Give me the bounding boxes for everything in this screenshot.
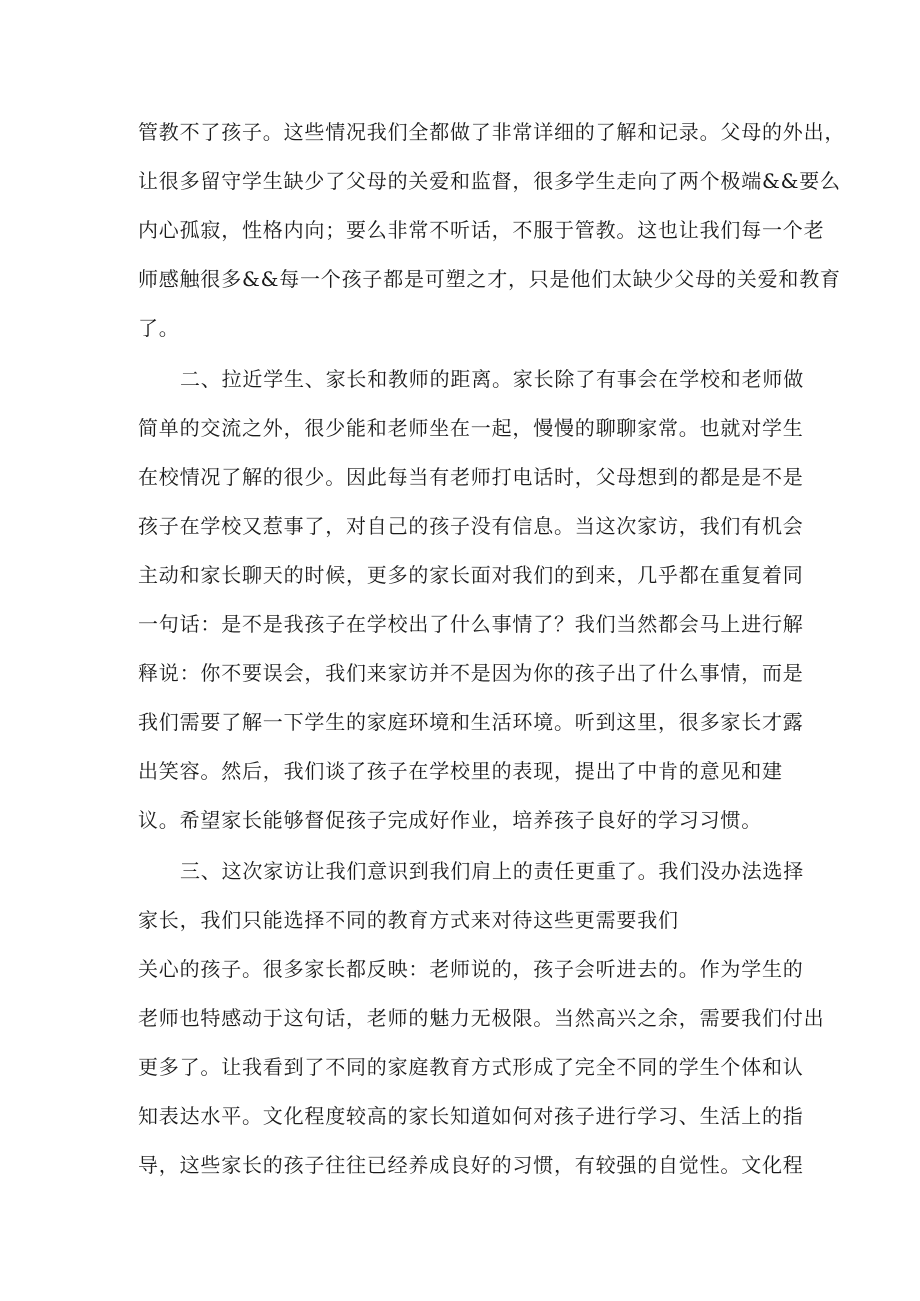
text-line-content: 知表达水平。文化程度较高的家长知道如何对孩子进行学习、生活上的指	[138, 1104, 804, 1128]
text-line-content: 三、这次家访让我们意识到我们肩上的责任更重了。我们没办法选择	[180, 859, 804, 883]
text-line	[0, 1050, 920, 1084]
text-line-content: 议。希望家长能够督促孩子完成好作业，培养孩子良好的学习习惯。	[138, 808, 762, 832]
text-line-content: 主动和家长聊天的时候，更多的家长面对我们的到来，几乎都在重复着同	[138, 563, 804, 587]
text-line-content: 我们需要了解一下学生的家庭环境和生活环境。听到这里，很多家长才露	[138, 710, 804, 734]
text-line	[0, 1001, 920, 1035]
text-line-content: 孩子在学校又惹事了，对自己的孩子没有信息。当这次家访，我们有机会	[138, 514, 804, 538]
text-line	[0, 411, 920, 445]
text-line	[0, 952, 920, 986]
text-line-content: 了。	[138, 316, 180, 340]
text-line	[0, 509, 920, 543]
text-line-content: 在校情况了解的很少。因此每当有老师打电话时，父母想到的都是是不是	[138, 465, 804, 489]
text-line	[0, 1099, 920, 1133]
text-line	[0, 656, 920, 690]
text-line	[0, 1148, 920, 1182]
text-line	[0, 213, 920, 247]
text-line	[0, 607, 920, 641]
text-line-content: 更多了。让我看到了不同的家庭教育方式形成了完全不同的学生个体和认	[138, 1055, 804, 1079]
text-line-content: 内心孤寂，性格内向；要么非常不听话，不服于管教。这也让我们每一个老	[138, 218, 825, 242]
text-line-content: 二、拉近学生、家长和教师的距离。家长除了有事会在学校和老师做	[180, 367, 804, 391]
text-line	[0, 460, 920, 494]
text-line	[0, 705, 920, 739]
text-line-content: 师感触很多&&每一个孩子都是可塑之才，只是他们太缺少父母的关爱和教育	[138, 267, 841, 291]
text-line	[0, 754, 920, 788]
text-line-content: 让很多留守学生缺少了父母的关爱和监督，很多学生走向了两个极端&&要么	[138, 169, 841, 193]
text-line-content: 家长，我们只能选择不同的教育方式来对待这些更需要我们	[138, 908, 679, 932]
text-line-content: 关心的孩子。很多家长都反映：老师说的，孩子会听进去的。作为学生的	[138, 957, 804, 981]
text-line-content: 出笑容。然后，我们谈了孩子在学校里的表现，提出了中肯的意见和建	[138, 759, 783, 783]
text-line-content: 管教不了孩子。这些情况我们全都做了非常详细的了解和记录。父母的外出，	[138, 120, 846, 144]
text-line	[0, 311, 920, 345]
text-line	[0, 903, 920, 937]
text-line	[0, 115, 920, 149]
text-line	[0, 262, 920, 296]
text-line	[0, 558, 920, 592]
text-line	[0, 803, 920, 837]
paragraph-heading-line	[0, 854, 920, 888]
text-line	[0, 164, 920, 198]
text-line-content: 一句话：是不是我孩子在学校出了什么事情了？我们当然都会马上进行解	[138, 612, 804, 636]
text-line-content: 导，这些家长的孩子往往已经养成良好的习惯，有较强的自觉性。文化程	[138, 1153, 804, 1177]
text-line-content: 老师也特感动于这句话，老师的魅力无极限。当然高兴之余，需要我们付出	[138, 1006, 825, 1030]
paragraph-heading-line	[0, 362, 920, 396]
text-line-content: 释说：你不要误会，我们来家访并不是因为你的孩子出了什么事情，而是	[138, 661, 804, 685]
text-line-content: 简单的交流之外，很少能和老师坐在一起，慢慢的聊聊家常。也就对学生	[138, 416, 804, 440]
